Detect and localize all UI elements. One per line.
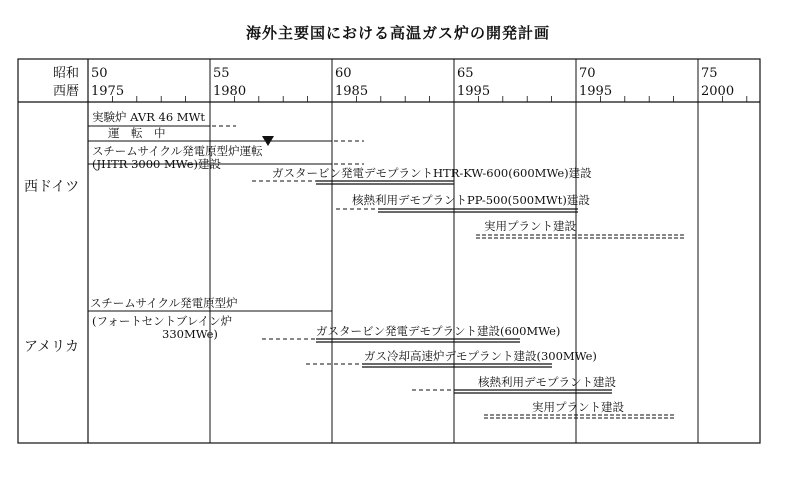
western-year-2000: 2000 xyxy=(701,84,735,99)
usa-gas-turbine-label: ガスタービン発電デモプラント建設(600MWe) xyxy=(316,324,561,338)
western-year-1985: 1985 xyxy=(335,84,369,99)
showa-year-50: 50 xyxy=(91,66,108,81)
de-practical-label: 実用プラント建設 xyxy=(484,219,576,233)
usa-steam-label-line3: 330MWe) xyxy=(162,327,218,341)
country-usa: アメリカ xyxy=(24,339,80,355)
usa-fast-label: ガス冷却高速炉デモプラント建設(300MWe) xyxy=(364,349,597,363)
western-year-1975: 1975 xyxy=(91,84,125,99)
usa-nuclear-heat-label: 核熱利用デモプラント建設 xyxy=(478,375,616,389)
country-west-germany: 西ドイツ xyxy=(24,179,80,195)
usa-steam-label-line2: (フォートセントブレイン炉 xyxy=(92,314,233,328)
thtr-label-line2: (JHTR 3000 MWe)建設 xyxy=(92,157,221,171)
showa-year-75: 75 xyxy=(701,66,718,81)
htr-kw-label: ガスタービン発電デモプラントHTR-KW-600(600MWe)建設 xyxy=(272,166,592,180)
usa-steam-label-line1: スチームサイクル発電原型炉 xyxy=(90,296,238,310)
thtr-label-line1: スチームサイクル発電原型炉運転 xyxy=(92,144,263,158)
showa-year-70: 70 xyxy=(579,66,596,81)
showa-year-60: 60 xyxy=(335,66,352,81)
showa-year-65: 65 xyxy=(457,66,474,81)
western-label: 西暦 xyxy=(53,84,80,99)
western-year-1995a: 1995 xyxy=(457,84,491,99)
era-label: 昭和 xyxy=(53,66,80,81)
year-ticks xyxy=(112,96,746,102)
showa-year-55: 55 xyxy=(213,66,230,81)
pp500-label: 核熱利用デモプラントPP-500(500MWt)建設 xyxy=(352,193,590,207)
operating-label: 運 転 中 xyxy=(108,126,166,140)
usa-practical-label: 実用プラント建設 xyxy=(532,400,624,414)
western-year-1980: 1980 xyxy=(213,84,247,99)
page-title: 海外主要国における高温ガス炉の開発計画 xyxy=(245,24,550,42)
western-year-1995b: 1995 xyxy=(579,84,613,99)
avr-label: 実験炉 AVR 46 MWt xyxy=(92,110,206,124)
